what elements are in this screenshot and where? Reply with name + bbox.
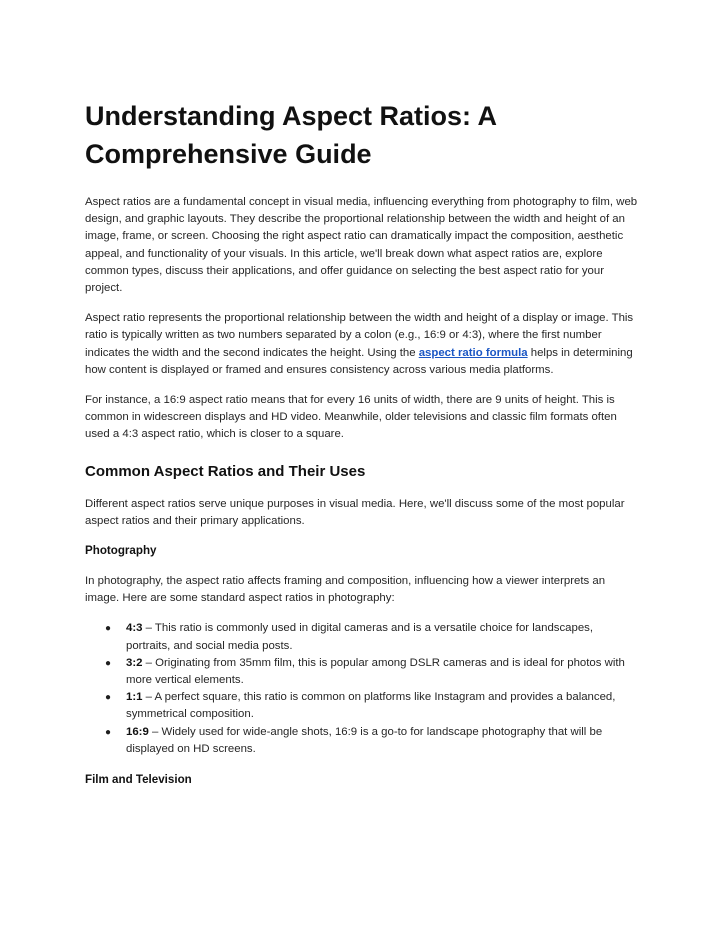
- bullet-icon: ●: [105, 692, 112, 704]
- ratio-description: – Widely used for wide-angle shots, 16:9 is a go-to for landscape photography that will be displayed on HD screens.: [126, 725, 603, 755]
- page-title: Understanding Aspect Ratios: A Comprehensive Guide: [85, 101, 497, 169]
- intro-paragraph: Aspect ratios are a fundamental concept in visual media, influencing everything from photography to film, web design, and graphic layouts. They describe the proportional relationship between the width and height of an image, frame, or screen. Choosing the right aspect ratio can dramatically impact the composition, aesthetic appeal, and functionality of your visuals. In this article, we'll break down what aspect ratios are, explore common types, discuss their applications, and offer guidance on selecting the best aspect ratio for your project.: [85, 196, 638, 295]
- section-intro-paragraph: Different aspect ratios serve unique purposes in visual media. Here, we'll discuss some of the most popular aspect ratios and their primary applications.: [85, 497, 625, 527]
- list-item: [105, 689, 640, 723]
- bullet-icon: ●: [105, 623, 112, 635]
- ratio-description: – A perfect square, this ratio is common on platforms like Instagram and provides a balanced, symmetrical composition.: [126, 691, 616, 721]
- ratio-label: 16:9: [126, 725, 149, 738]
- ratio-description: – This ratio is commonly used in digital cameras and is a versatile choice for landscapes, portraits, and social media posts.: [126, 622, 594, 652]
- bullet-icon: ●: [105, 657, 112, 669]
- film-television-heading: Film and Television: [85, 773, 192, 787]
- ratio-label: 1:1: [126, 691, 143, 704]
- example-paragraph: For instance, a 16:9 aspect ratio means that for every 16 units of width, there are 9 units of height. This is common in widescreen displays and HD video. Meanwhile, older televisions and classic film formats often used a 4:3 aspect ratio, which is closer to a square.: [85, 394, 617, 441]
- definition-paragraph: [85, 310, 640, 379]
- ratio-description: – Originating from 35mm film, this is popular among DSLR cameras and is ideal for photos with more vertical elements.: [126, 656, 625, 687]
- photography-intro-paragraph: In photography, the aspect ratio affects framing and composition, influencing how a viewer interprets an image. Here are some standard aspect ratios in photography:: [85, 575, 606, 605]
- document-page: [85, 97, 640, 802]
- aspect-ratio-formula-link[interactable]: aspect ratio formula: [418, 346, 528, 359]
- definition-text-before: Aspect ratio represents the proportional relationship between the width and height of a display or image. This ratio is typically written as two numbers separated by a colon (e.g., 16:9 or 4:3), where the first number indicates the width and the second indicates the height. Using the: [85, 312, 634, 359]
- list-item: [105, 620, 640, 654]
- ratio-label: 4:3: [126, 622, 143, 635]
- list-item: [105, 655, 640, 689]
- photography-ratio-list: [85, 620, 640, 758]
- definition-text-after: helps in determining how content is displayed or framed and ensures consistency across various media platforms.: [85, 346, 633, 376]
- list-item: [105, 724, 640, 758]
- section-heading: Common Aspect Ratios and Their Uses: [85, 462, 366, 480]
- photography-heading: Photography: [85, 544, 157, 558]
- ratio-label: 3:2: [126, 656, 143, 669]
- bullet-icon: ●: [105, 726, 112, 738]
